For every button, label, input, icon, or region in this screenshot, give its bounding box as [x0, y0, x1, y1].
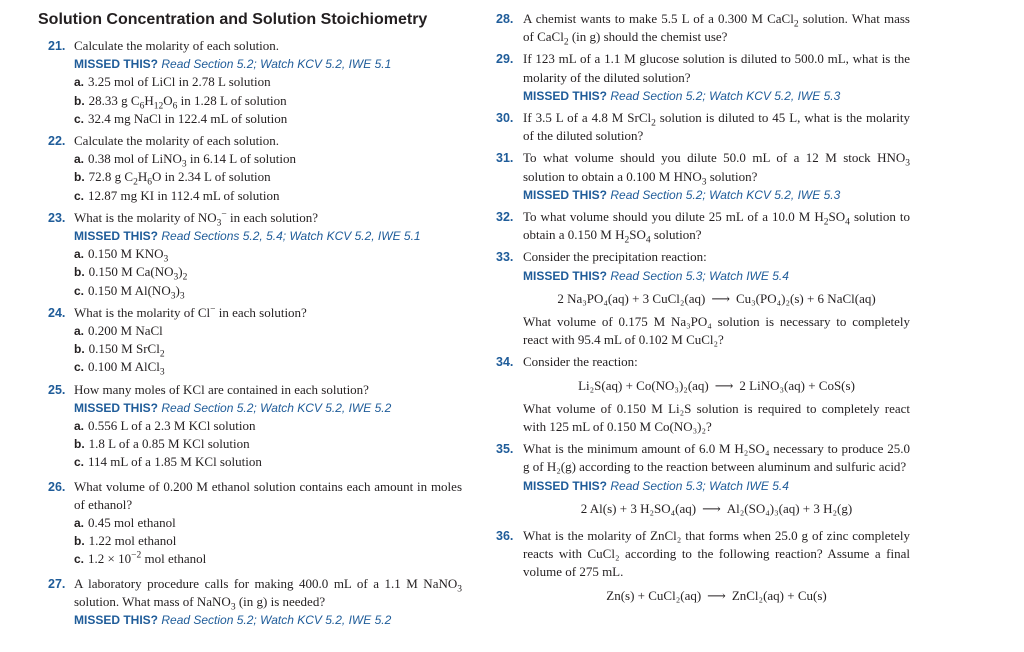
part-label: a.: [74, 516, 85, 531]
text-seg: What is the molarity of Cl: [74, 304, 211, 320]
text-seg: O in 2.34 L of solution: [151, 169, 271, 185]
question-text: [523, 109, 910, 145]
missed-this-link[interactable]: [523, 267, 910, 285]
missed-ref: Read Section 5.2; Watch KCV 5.2, IWE 5.3: [610, 187, 841, 202]
text-seg: in 1.28 L of solution: [177, 92, 287, 108]
text-seg: 1.2 × 10: [88, 551, 132, 567]
question-number: 31.: [496, 151, 514, 166]
question-number: 23.: [48, 210, 66, 225]
part-label: a.: [74, 75, 85, 90]
question-number: 28.: [496, 12, 514, 26]
products: ZnCl₂(aq) + Cu(s): [731, 587, 827, 603]
text-seg: solution to obtain a 0.150 M H: [523, 209, 910, 243]
part-b: [74, 532, 462, 550]
text-seg: H: [144, 92, 154, 108]
subscript: 6: [172, 101, 178, 112]
part-text: 0.45 mol ethanol: [88, 515, 176, 531]
part-label: a.: [74, 419, 85, 434]
subscript: 4: [845, 217, 850, 228]
question-24: [38, 304, 462, 377]
question-21: [38, 37, 462, 128]
text-seg: (in g) should the chemist use?: [568, 29, 728, 45]
question-number: 21.: [48, 39, 66, 53]
question-23: [38, 209, 462, 300]
superscript: −: [210, 304, 216, 315]
text-seg: solution?: [650, 227, 702, 243]
reaction-equation: [523, 377, 910, 395]
subscript: 2: [133, 178, 138, 189]
subscript: 2: [651, 118, 656, 129]
text-seg: in each solution?: [226, 209, 319, 225]
text-seg: 0.150 M Al(NO: [88, 282, 171, 298]
question-number: 32.: [496, 210, 514, 225]
question-text: How many moles of KCl are contained in each solution?: [74, 381, 369, 397]
part-b: [74, 263, 462, 284]
text-seg: 0.100 M AlCl: [88, 359, 160, 375]
text-seg: 0.38 mol of LiNO: [88, 151, 182, 167]
question-text: What is the minimum amount of 6.0 M H₂SO₄ necessary to produce 25.0 g of H₂(g) according to the reaction between aluminum and sulfuric acid?: [523, 441, 910, 475]
part-label: c.: [74, 455, 85, 470]
question-number: 22.: [48, 134, 66, 149]
part-a: [74, 417, 462, 435]
right-column: [496, 0, 910, 610]
missed-this-link[interactable]: [74, 55, 462, 73]
subscript: 12: [153, 101, 164, 112]
part-text: 32.4 mg NaCl in 122.4 mL of solution: [88, 110, 288, 126]
text-seg: (in g) is needed?: [235, 593, 326, 609]
text-seg: solution. What mass of CaCl: [523, 11, 910, 45]
subscript: 3: [159, 368, 165, 379]
missed-ref: Read Section 5.2; Watch KCV 5.2, IWE 5.1: [161, 57, 392, 72]
question-22: [38, 132, 462, 205]
question-text: What is the molarity of ZnCl₂ that forms when 25.0 g of zinc completely reacts with CuCl₂ according to the following reaction? Assume a final volume of 275 mL.: [523, 528, 910, 580]
reaction-equation: [523, 290, 910, 308]
reactants: Li₂S(aq) + Co(NO₃)₂(aq): [578, 377, 709, 393]
text-seg: mol ethanol: [141, 551, 207, 567]
part-label: b.: [74, 534, 85, 549]
question-text: Consider the reaction:: [523, 354, 638, 370]
question-text: [74, 575, 462, 611]
part-label: c.: [74, 360, 85, 375]
reaction-arrow-icon: ⟶: [702, 500, 721, 516]
part-label: c.: [74, 188, 85, 203]
part-text: 0.200 M NaCl: [88, 323, 163, 339]
text-seg: in 6.14 L of solution: [186, 151, 296, 167]
question-31: [496, 149, 910, 204]
text-seg: 0.150 M KNO: [88, 246, 164, 262]
part-text: 1.8 L of a 0.85 M KCl solution: [88, 436, 250, 452]
products: 2 LiNO₃(aq) + CoS(s): [739, 377, 855, 393]
missed-label: MISSED THIS?: [523, 187, 608, 202]
question-text: [523, 208, 910, 244]
subscript: 2: [563, 37, 569, 48]
question-number: 34.: [496, 355, 514, 370]
reaction-arrow-icon: ⟶: [707, 587, 726, 603]
text-seg: ): [178, 264, 183, 280]
part-label: b.: [74, 342, 85, 357]
missed-this-link[interactable]: [74, 399, 462, 417]
question-26: [38, 478, 462, 569]
question-33: [496, 248, 910, 349]
part-label: c.: [74, 283, 85, 298]
part-label: c.: [74, 552, 85, 567]
part-c: [74, 187, 462, 205]
missed-label: MISSED THIS?: [74, 229, 159, 244]
part-b: [74, 92, 462, 110]
part-label: b.: [74, 93, 85, 108]
reaction-equation: [523, 587, 910, 605]
part-c: [74, 110, 462, 128]
text-seg: solution to obtain a 0.100 M HNO: [523, 168, 702, 184]
part-b: [74, 435, 462, 453]
question-text: Calculate the molarity of each solution.: [74, 38, 280, 53]
text-seg: If 3.5 L of a 4.8 M SrCl: [523, 110, 652, 126]
question-number: 27.: [48, 576, 66, 591]
question-text: What volume of 0.200 M ethanol solution contains each amount in moles of ethanol?: [74, 478, 462, 512]
missed-ref: Read Section 5.2; Watch KCV 5.2, IWE 5.2: [161, 613, 392, 628]
subscript: 3: [457, 584, 462, 595]
text-seg: 28.33 g C: [88, 92, 140, 108]
text-seg: To what volume should you dilute 25 mL of a 10.0 M H: [523, 209, 824, 225]
part-a: [74, 73, 462, 91]
question-text: If 123 mL of a 1.1 M glucose solution is diluted to 500.0 mL, what is the molarity of the diluted solution?: [523, 51, 910, 85]
products: Cu₃(PO₄)₂(s) + 6 NaCl(aq): [735, 290, 876, 306]
missed-this-link[interactable]: [523, 477, 910, 495]
text-seg: To what volume should you dilute 50.0 mL of a 12 M stock HNO: [523, 150, 906, 166]
part-label: b.: [74, 437, 85, 452]
text-seg: A chemist wants to make 5.5 L of a 0.300 M CaCl: [523, 11, 794, 26]
reactants: 2 Al(s) + 3 H₂SO₄(aq): [580, 500, 697, 516]
text-seg: O: [163, 92, 173, 108]
text-seg: solution. What mass of NaNO: [74, 593, 231, 609]
text-seg: in each solution?: [215, 304, 307, 320]
subscript: 2: [159, 349, 165, 360]
text-seg: What is the molarity of NO: [74, 209, 217, 225]
part-label: b.: [74, 170, 85, 185]
missed-this-link[interactable]: [523, 186, 910, 204]
question-text: [74, 304, 462, 322]
reaction-arrow-icon: ⟶: [711, 290, 730, 306]
reactants: 2 Na₃PO₄(aq) + 3 CuCl₂(aq): [557, 290, 706, 306]
missed-ref: Read Section 5.2; Watch KCV 5.2, IWE 5.2: [161, 400, 392, 415]
question-32: [496, 208, 910, 244]
question-text: [74, 209, 462, 227]
question-28: [496, 10, 910, 46]
question-number: 36.: [496, 529, 514, 544]
reactants: Zn(s) + CuCl₂(aq): [606, 587, 702, 603]
question-followup: What volume of 0.175 M Na₃PO₄ solution is necessary to completely react with 95.4 mL of 0.102 M CuCl₂?: [523, 314, 910, 348]
subscript: 3: [216, 218, 222, 229]
reaction-equation: [523, 500, 910, 518]
subscript: 2: [624, 235, 630, 246]
text-seg: solution?: [706, 168, 758, 184]
subscript: 6: [147, 178, 152, 189]
subscript: 3: [179, 291, 185, 302]
part-c: [74, 282, 462, 300]
missed-ref: Read Section 5.3; Watch IWE 5.4: [610, 268, 789, 283]
question-text: Calculate the molarity of each solution.: [74, 133, 280, 149]
part-a: [74, 322, 462, 340]
question-25: [38, 381, 462, 472]
question-number: 35.: [496, 442, 514, 457]
missed-this-link[interactable]: [523, 87, 910, 105]
question-number: 26.: [48, 479, 66, 494]
question-number: 25.: [48, 382, 66, 397]
left-column: [38, 0, 462, 629]
part-a: [74, 245, 462, 263]
part-label: a.: [74, 247, 85, 262]
question-36: [496, 527, 910, 605]
question-27: [38, 575, 462, 630]
part-b: [74, 168, 462, 189]
part-c: [74, 550, 462, 568]
subscript: 3: [170, 291, 176, 302]
subscript: 3: [173, 273, 179, 284]
part-b: [74, 340, 462, 358]
subscript: 3: [701, 177, 707, 188]
question-number: 30.: [496, 111, 514, 126]
part-text: 114 mL of a 1.85 M KCl solution: [88, 454, 262, 470]
section-title: Solution Concentration and Solution Stoichiometry: [38, 11, 428, 28]
missed-ref: Read Section 5.2; Watch KCV 5.2, IWE 5.3: [610, 88, 841, 103]
subscript: 2: [793, 19, 799, 30]
part-a: [74, 150, 462, 168]
subscript: 2: [182, 273, 188, 284]
part-text: 1.22 mol ethanol: [88, 533, 177, 549]
text-seg: 0.150 M SrCl: [88, 341, 160, 357]
question-30: [496, 109, 910, 145]
text-seg: 72.8 g C: [88, 169, 134, 185]
text-seg: ): [175, 282, 180, 298]
part-label: b.: [74, 265, 85, 280]
part-c: [74, 453, 462, 471]
superscript: −2: [131, 551, 142, 562]
part-c: [74, 358, 462, 379]
missed-label: MISSED THIS?: [74, 613, 159, 628]
missed-ref: Read Section 5.3; Watch IWE 5.4: [610, 478, 789, 493]
part-text: 0.556 L of a 2.3 M KCl solution: [88, 418, 256, 434]
part-a: [74, 514, 462, 532]
missed-this-link[interactable]: [74, 227, 462, 245]
products: Al₂(SO₄)₃(aq) + 3 H₂(g): [726, 500, 853, 516]
question-34: [496, 353, 910, 436]
text-seg: SO: [828, 209, 846, 225]
missed-label: MISSED THIS?: [74, 400, 159, 415]
subscript: 3: [230, 602, 236, 613]
question-text: [523, 149, 910, 188]
part-text: 3.25 mol of LiCl in 2.78 L solution: [88, 74, 271, 90]
subscript: 3: [163, 254, 169, 265]
question-text: Consider the precipitation reaction:: [523, 249, 707, 265]
missed-label: MISSED THIS?: [523, 268, 608, 283]
reaction-arrow-icon: ⟶: [714, 377, 734, 393]
subscript: 2: [823, 217, 829, 228]
missed-label: MISSED THIS?: [523, 478, 608, 493]
superscript: −: [221, 209, 227, 220]
missed-label: MISSED THIS?: [74, 57, 159, 72]
part-label: a.: [74, 152, 85, 167]
missed-ref: Read Sections 5.2, 5.4; Watch KCV 5.2, IWE 5.1: [161, 229, 421, 244]
question-text: [523, 10, 910, 46]
missed-this-link[interactable]: [74, 611, 462, 629]
subscript: 6: [139, 101, 145, 112]
part-label: c.: [74, 111, 85, 126]
question-number: 33.: [496, 250, 514, 265]
subscript: 4: [645, 235, 651, 246]
text-seg: H: [137, 169, 148, 185]
question-number: 29.: [496, 52, 514, 67]
text-seg: solution is diluted to 45 L, what is the molarity of the diluted solution?: [523, 110, 911, 144]
part-text: 12.87 mg KI in 112.4 mL of solution: [88, 187, 280, 203]
question-29: [496, 50, 910, 105]
subscript: 3: [905, 159, 910, 170]
text-seg: 0.150 M Ca(NO: [88, 264, 174, 280]
question-number: 24.: [48, 305, 66, 320]
question-followup: What volume of 0.150 M Li₂S solution is required to completely react with 125 mL of 0.150 M Co(NO₃)₂?: [523, 400, 910, 435]
part-label: a.: [74, 324, 85, 339]
question-35: [496, 440, 910, 518]
subscript: 3: [181, 159, 187, 170]
text-seg: A laboratory procedure calls for making 400.0 mL of a 1.1 M NaNO: [74, 575, 458, 591]
text-seg: SO: [629, 227, 646, 243]
missed-label: MISSED THIS?: [523, 88, 608, 103]
